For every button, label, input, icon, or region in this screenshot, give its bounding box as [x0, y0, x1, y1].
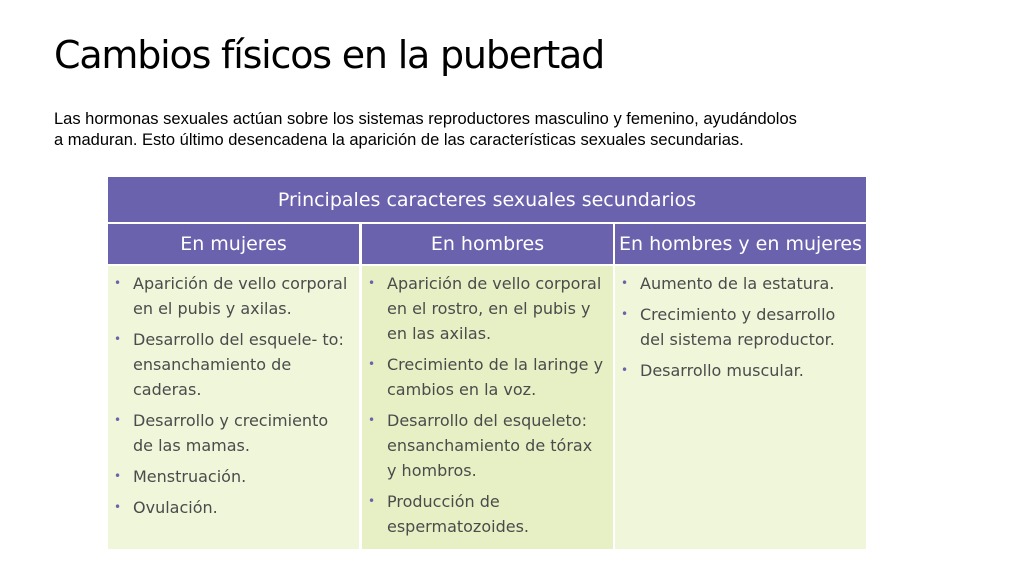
column-header-both: En hombres y en mujeres [615, 224, 866, 264]
list-item-text: Desarrollo del esqueleto: ensanchamiento de tórax y hombros. [387, 411, 593, 480]
list-item-text: Desarrollo muscular. [640, 361, 804, 380]
column-body-men [362, 266, 613, 549]
bullet-icon: • [114, 469, 122, 483]
men-list [368, 271, 605, 539]
bullet-icon: • [621, 307, 629, 321]
list-item [368, 271, 605, 346]
slide-title: Cambios físicos en la pubertad [54, 33, 605, 77]
list-item [621, 302, 858, 352]
list-item-text: Crecimiento de la laringe y cambios en la voz. [387, 355, 604, 399]
list-item [114, 464, 351, 489]
column-header-women: En mujeres [108, 224, 359, 264]
bullet-icon: • [114, 413, 122, 427]
list-item-text: Ovulación. [133, 498, 218, 517]
characteristics-table [108, 177, 866, 549]
intro-line-2: a maduran. Esto último desencadena la aparición de las características sexuales secundarias. [54, 131, 744, 149]
list-item-text: Menstruación. [133, 467, 247, 486]
bullet-icon: • [368, 276, 376, 290]
bullet-icon: • [114, 332, 122, 346]
bullet-icon: • [621, 363, 629, 377]
bullet-icon: • [368, 357, 376, 371]
list-item [114, 495, 351, 520]
list-item [368, 489, 605, 539]
column-header-men: En hombres [362, 224, 613, 264]
list-item-text: Aparición de vello corporal en el pubis y axilas. [133, 274, 348, 318]
both-list [621, 271, 858, 383]
bullet-icon: • [114, 276, 122, 290]
list-item-text: Aumento de la estatura. [640, 274, 835, 293]
bullet-icon: • [368, 494, 376, 508]
women-list [114, 271, 351, 520]
list-item-text: Desarrollo del esquele- to: ensanchamiento de caderas. [133, 330, 344, 399]
list-item-text: Desarrollo y crecimiento de las mamas. [133, 411, 329, 455]
column-body-both [615, 266, 866, 549]
bullet-icon: • [368, 413, 376, 427]
bullet-icon: • [114, 500, 122, 514]
list-item-text: Crecimiento y desarrollo del sistema reproductor. [640, 305, 836, 349]
column-body-women [108, 266, 359, 549]
list-item [114, 271, 351, 321]
list-item [368, 352, 605, 402]
list-item-text: Aparición de vello corporal en el rostro, en el pubis y en las axilas. [387, 274, 602, 343]
list-item [621, 271, 858, 296]
list-item-text: Producción de espermatozoides. [387, 492, 529, 536]
intro-paragraph [54, 109, 934, 151]
list-item [368, 408, 605, 483]
table-title: Principales caracteres sexuales secundarios [108, 177, 866, 222]
list-item [114, 408, 351, 458]
intro-line-1: Las hormonas sexuales actúan sobre los sistemas reproductores masculino y femenino, ayudándolos [54, 110, 797, 128]
list-item [621, 358, 858, 383]
list-item [114, 327, 351, 402]
bullet-icon: • [621, 276, 629, 290]
